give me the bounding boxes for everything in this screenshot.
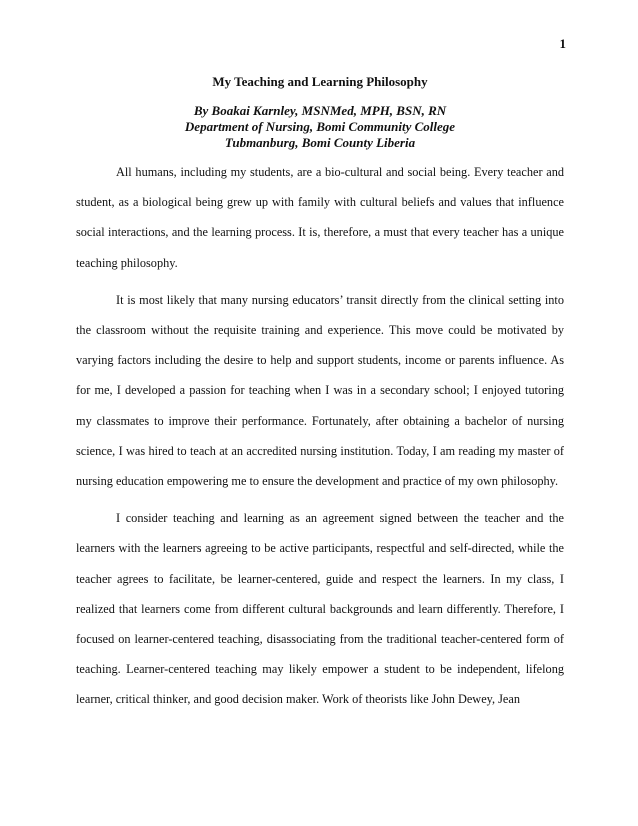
- paragraph-3: I consider teaching and learning as an agreement signed between the teacher and the learners with the learners agreeing to be active participants, respectful and self-directed, while the teacher agrees to facilitate, be learner-centered, guide and respect the learners. In my class, I realized that learners come from different cultural backgrounds and learn differently. Therefore, I focused on learner-centered teaching, disassociating from the traditional teacher-centered form of teaching. Learner-centered teaching may likely empower a student to be independent, lifelong learner, critical thinker, and good decision maker. Work of theorists like John Dewey, Jean: [76, 511, 564, 707]
- document-title: My Teaching and Learning Philosophy: [212, 74, 428, 89]
- author-line: By Boakai Karnley, MSNMed, MPH, BSN, RN: [193, 103, 447, 118]
- location-line: Tubmanburg, Bomi County Liberia: [224, 135, 416, 150]
- document-header: [76, 74, 564, 151]
- department-line: Department of Nursing, Bomi Community College: [184, 119, 456, 134]
- page-number: 1: [559, 36, 566, 51]
- paragraph-1: All humans, including my students, are a bio-cultural and social being. Every teacher and student, as a biological being grew up with family with cultural beliefs and values that influence social interactions, and the learning process. It is, therefore, a must that every teacher has a unique teaching philosophy.: [76, 165, 564, 270]
- document-body: [76, 157, 564, 715]
- paragraph-2: It is most likely that many nursing educators’ transit directly from the clinical setting into the classroom without the requisite training and experience. This move could be motivated by varying factors including the desire to help and support students, income or parents influence. As for me, I developed a passion for teaching when I was in a secondary school; I enjoyed tutoring my classmates to improve their performance. Fortunately, after obtaining a bachelor of nursing science, I was hired to teach at an accredited nursing institution. Today, I am reading my master of nursing education empowering me to ensure the development and practice of my own philosophy.: [76, 292, 564, 489]
